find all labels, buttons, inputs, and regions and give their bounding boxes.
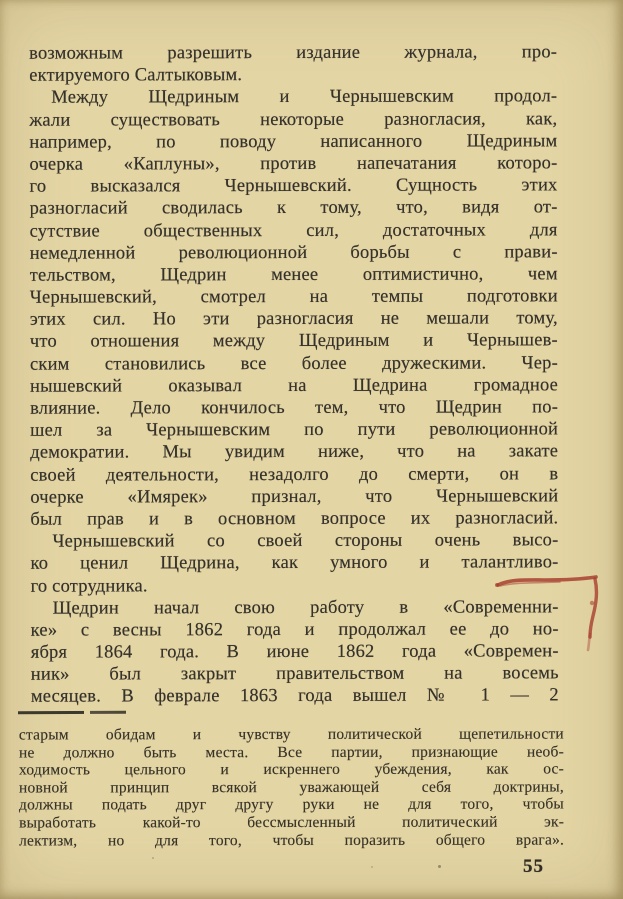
body-line: месяцев. В феврале 1863 года вышел № 1 — 2 — [30, 685, 559, 708]
body-line: шел за Чернышевским по пути революционной — [30, 419, 559, 441]
body-line: нышевский оказывал на Щедрина громадное — [30, 375, 559, 397]
body-line: Щедрин начал свою работу в «Современни- — [52, 596, 559, 619]
footnote-line: выработать какой-то бессмысленный политический эк- — [19, 813, 565, 832]
paper-speck — [152, 857, 154, 859]
body-line: например, по поводу написанного Щедриным — [29, 131, 558, 153]
body-line: тельством, Щедрин менее оптимистично, чем — [29, 264, 558, 286]
body-line: Чернышевский со своей стороны очень высо- — [52, 530, 559, 552]
body-line: очерка «Каплуны», против напечатания которо- — [29, 153, 558, 175]
page-number: 55 — [523, 856, 544, 877]
body-text-block — [29, 41, 559, 708]
paper-speck — [438, 865, 441, 868]
footnote-line: ходимость цельного и искреннего убеждения, как ос- — [18, 760, 564, 779]
body-line: го высказался Чернышевский. Сущность этих — [29, 175, 558, 197]
body-line: Между Щедриным и Чернышевским продол- — [51, 86, 558, 109]
body-line: ским становились все более дружескими. Чер- — [29, 352, 558, 375]
paper-speck — [371, 866, 373, 868]
body-line: очерке «Имярек» признал, что Чернышевский — [30, 486, 559, 508]
body-line: немедленной революционной борьбы с прави- — [29, 241, 558, 264]
footnote-separator — [18, 711, 126, 714]
body-line: этих сил. Но эти разногласия не мешали тому, — [29, 308, 558, 330]
body-line: демократии. Мы увидим ниже, что на закате — [30, 441, 559, 464]
body-line: ября 1864 года. В июне 1862 года «Современ- — [30, 641, 559, 663]
body-line: сутствие общественных сил, достаточных для — [29, 219, 558, 242]
footnote-line: не должно быть места. Все партии, признающие необ- — [18, 743, 564, 762]
body-line: ектируемого Салтыковым. — [29, 65, 243, 86]
body-line: разногласий сводилась к тому, что, видя от- — [29, 197, 558, 220]
footnote-block — [19, 726, 564, 850]
body-line: что отношения между Щедриным и Чернышев- — [29, 330, 558, 353]
body-line: возможным разрешить издание журнала, про- — [29, 42, 558, 64]
footnote-line: новной принцип всякой уважающей себя доктрины, — [18, 778, 565, 797]
body-line: ник» был закрыт правительством на восемь — [30, 663, 559, 685]
body-line: Чернышевский, смотрел на темпы подготовки — [29, 286, 558, 308]
body-line: жали существовать некоторые разногласия, как, — [29, 108, 558, 131]
body-line: влияние. Дело кончилось тем, что Щедрин по- — [30, 397, 559, 419]
footnote-line: должны подать друг другу руки не для того, чтобы — [19, 795, 565, 814]
body-line: го сотрудника. — [30, 575, 148, 597]
body-line: был прав и в основном вопросе их разногласий. — [30, 508, 559, 530]
body-line: ко ценил Щедрина, как умного и талантливо- — [30, 552, 559, 575]
footnote-line: старым обидам и чувству политической щепетильности — [18, 725, 564, 744]
body-line: ке» с весны 1862 года и продолжал ее до но- — [30, 619, 559, 641]
body-line: своей деятельности, незадолго до смерти, он в — [30, 463, 559, 486]
footnote-line: лектизм, но для того, чтобы поразить общего врага». — [19, 831, 565, 850]
